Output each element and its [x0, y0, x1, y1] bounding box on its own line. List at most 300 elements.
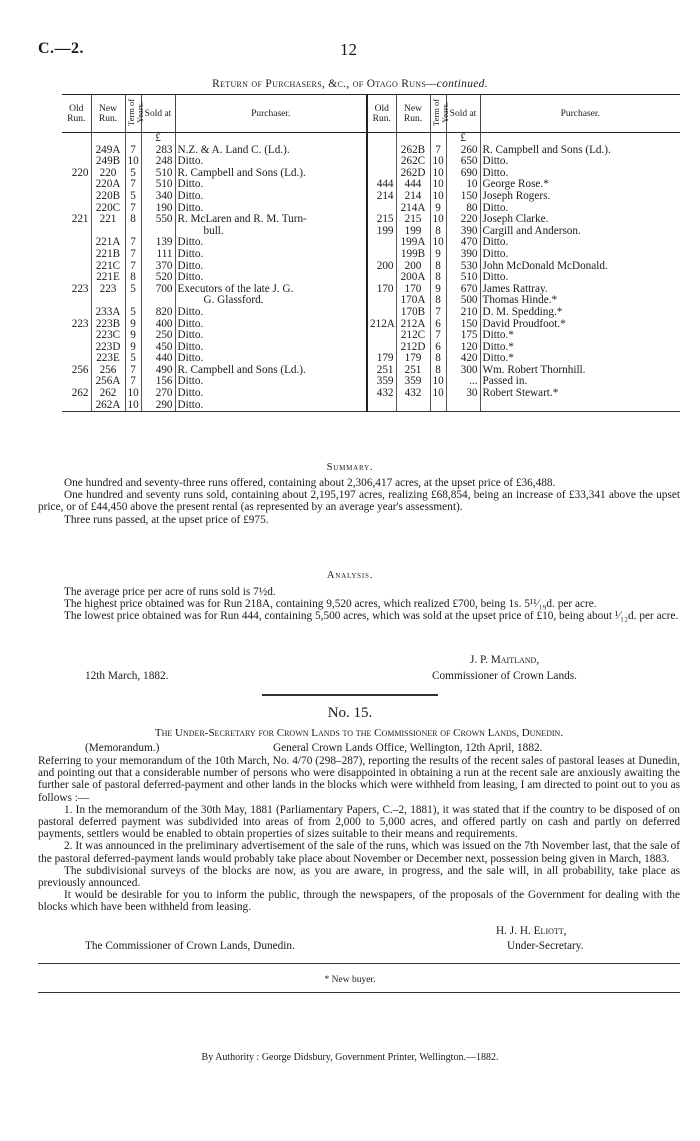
cell-purchaser: Ditto. — [175, 261, 367, 273]
cell-sold-at: 150 — [446, 191, 480, 203]
cell-new-run: 221B — [91, 249, 125, 261]
footnote: * New buyer. — [324, 975, 376, 985]
cell-term: 10 — [125, 400, 141, 412]
cell-new-run: 199A — [396, 237, 430, 249]
cell-sold-at: 390 — [446, 226, 480, 238]
cell-sold-at: 30 — [446, 388, 480, 400]
table-row — [62, 330, 680, 342]
table-row — [62, 203, 680, 215]
cell-old-run: 256 — [62, 365, 91, 377]
cell-purchaser: Ditto. — [175, 376, 367, 388]
summary-paragraph: One hundred and seventy runs sold, containing about 2,195,197 acres, realizing £68,854, being an increase of £33,341 above the upset price, or of £44,450 above the present rental (as represented by an average year's assessment). — [38, 489, 680, 514]
cell-old-run — [62, 272, 91, 284]
cell-old-run — [367, 295, 396, 307]
cell-sold-at: 470 — [446, 237, 480, 249]
cell-sold-at: 490 — [141, 365, 175, 377]
cell-old-run — [62, 203, 91, 215]
cell-old-run: 444 — [367, 179, 396, 191]
cell-old-run: 251 — [367, 365, 396, 377]
table-row — [62, 319, 680, 331]
cell-purchaser: Ditto. — [175, 249, 367, 261]
cell-term: 8 — [430, 365, 446, 377]
cell-old-run — [62, 330, 91, 342]
cell-new-run: 220 — [91, 168, 125, 180]
cell-new-run: 220A — [91, 179, 125, 191]
cell-old-run — [367, 168, 396, 180]
cell-sold-at: 250 — [141, 330, 175, 342]
cell-sold-at: 650 — [446, 156, 480, 168]
cell-purchaser: Ditto. — [482, 167, 509, 179]
cell-old-run — [367, 145, 396, 157]
cell-old-run — [367, 249, 396, 261]
cell-old-run — [367, 156, 396, 168]
cell-new-run — [396, 400, 430, 412]
page-number: 12 — [340, 40, 357, 59]
cell-purchaser: Ditto.* — [482, 341, 514, 353]
cell-old-run: 223 — [62, 319, 91, 331]
cell-sold-at: 300 — [446, 365, 480, 377]
cell-purchaser: R. Campbell and Sons (Ld.). — [175, 365, 367, 377]
cell-purchaser: D. M. Spedding.* — [482, 306, 563, 318]
header-old-run: Old Run. — [367, 95, 396, 133]
summary-heading: Summary. — [326, 462, 374, 473]
cell-sold-at: 190 — [141, 203, 175, 215]
header-new-run: New Run. — [396, 95, 430, 133]
table-row — [62, 168, 680, 180]
cell-term: 7 — [430, 145, 446, 157]
cell-term: 7 — [430, 307, 446, 319]
memo-heading: The Under-Secretary for Crown Lands to the Commissioner of Crown Lands, Dunedin. — [154, 727, 564, 739]
cell-new-run: 262D — [396, 168, 430, 180]
table-row — [62, 284, 680, 296]
cell-purchaser: Joseph Rogers. — [482, 190, 551, 202]
header-term-years — [430, 95, 450, 133]
header-new-run: New Run. — [91, 95, 125, 133]
cell-sold-at — [446, 400, 480, 412]
cell-purchaser: George Rose.* — [482, 179, 549, 191]
cell-term: 7 — [125, 376, 141, 388]
cell-term: 5 — [125, 191, 141, 203]
table-row — [62, 342, 680, 354]
cell-old-run: 215 — [367, 214, 396, 226]
cell-new-run: 220C — [91, 203, 125, 215]
cell-new-run: 221 — [91, 214, 125, 226]
cell-new-run: 221A — [91, 237, 125, 249]
cell-purchaser: Ditto. — [482, 156, 509, 168]
cell-old-run: 199 — [367, 226, 396, 238]
cell-new-run: 262A — [91, 400, 125, 412]
cell-sold-at: 283 — [141, 145, 175, 157]
summary-text — [38, 477, 680, 526]
memo-addressee: The Commissioner of Crown Lands, Dunedin. — [85, 940, 295, 952]
cell-new-run: 170 — [396, 284, 430, 296]
cell-term: 7 — [430, 330, 446, 342]
cell-term: 10 — [125, 388, 141, 400]
cell-old-run — [62, 342, 91, 354]
table-header-row — [62, 95, 680, 133]
return-title-main: Return of Purchasers, &c., of Otago Runs — [212, 78, 427, 90]
header-term-years — [125, 95, 145, 133]
cell-term: 6 — [430, 319, 446, 331]
cell-purchaser: Ditto. — [175, 319, 367, 331]
cell-sold-at: 260 — [446, 145, 480, 157]
cell-term: 7 — [125, 179, 141, 191]
cell-new-run: 220B — [91, 191, 125, 203]
cell-term: 9 — [125, 342, 141, 354]
table-row — [62, 156, 680, 168]
analysis-text — [38, 586, 680, 623]
cell-new-run: 179 — [396, 353, 430, 365]
cell-new-run: 200A — [396, 272, 430, 284]
cell-new-run: 212A — [396, 319, 430, 331]
table-row — [62, 249, 680, 261]
summary-paragraph: Three runs passed, at the upset price of £975. — [64, 513, 269, 526]
cell-new-run: 223D — [91, 342, 125, 354]
cell-term — [125, 295, 141, 307]
cell-term: 10 — [430, 376, 446, 388]
analysis-paragraph: The average price per acre of runs sold is 7½d. — [64, 586, 276, 598]
cell-old-run — [62, 156, 91, 168]
table-row — [62, 226, 680, 238]
memo-label: (Memorandum.) — [85, 742, 160, 754]
document-number: No. 15. — [327, 705, 373, 721]
cell-new-run: 251 — [396, 365, 430, 377]
cell-term: 7 — [125, 237, 141, 249]
cell-sold-at — [141, 295, 175, 307]
cell-new-run: 223B — [91, 319, 125, 331]
cell-purchaser: Ditto. — [175, 237, 367, 249]
cell-purchaser: Passed in. — [482, 376, 528, 388]
return-title — [0, 78, 700, 90]
table-row — [62, 295, 680, 307]
cell-term: 10 — [430, 179, 446, 191]
cell-purchaser: G. Glassford. — [175, 295, 367, 307]
header-old-run: Old Run. — [62, 95, 91, 133]
analysis-paragraph: The lowest price obtained was for Run 444, containing 5,500 acres, which was sold at the upset price of £10, being about ¹⁄₁₂d. per acre. — [64, 610, 679, 623]
cell-purchaser — [480, 400, 680, 412]
cell-new-run: 212D — [396, 342, 430, 354]
cell-term: 9 — [430, 203, 446, 215]
cell-sold-at: ... — [446, 376, 480, 388]
footnote-rule — [38, 963, 680, 964]
cell-term: 9 — [125, 330, 141, 342]
cell-sold-at: 270 — [141, 388, 175, 400]
cell-old-run — [367, 237, 396, 249]
table-row — [62, 214, 680, 226]
cell-sold-at: 510 — [141, 168, 175, 180]
cell-new-run: 233A — [91, 307, 125, 319]
cell-new-run: 249B — [91, 156, 125, 168]
cell-old-run: 223 — [62, 284, 91, 296]
memo-paragraph: 2. It was announced in the preliminary advertisement of the sale of the runs, which was issued on the 7th November last, that the sale of the pastoral deferred-payment lands would probably take place about November or December next, possession being given in March, 1883. — [38, 840, 680, 865]
cell-purchaser: Ditto. — [482, 248, 509, 260]
cell-old-run: 170 — [367, 284, 396, 296]
cell-sold-at: 156 — [141, 376, 175, 388]
cell-old-run — [62, 261, 91, 273]
cell-term: 10 — [430, 388, 446, 400]
cell-term: 7 — [125, 249, 141, 261]
cell-new-run: 221E — [91, 272, 125, 284]
cell-purchaser: R. Campbell and Sons (Ld.). — [482, 144, 611, 156]
cell-sold-at: 670 — [446, 284, 480, 296]
cell-sold-at: 139 — [141, 237, 175, 249]
cell-new-run: 223C — [91, 330, 125, 342]
signature-name: J. P. Maitland, — [470, 654, 540, 666]
cell-new-run: 262C — [396, 156, 430, 168]
cell-term: 10 — [430, 214, 446, 226]
cell-new-run: 249A — [91, 145, 125, 157]
cell-sold-at: 10 — [446, 179, 480, 191]
cell-new-run: 214 — [396, 191, 430, 203]
cell-new-run: 199 — [396, 226, 430, 238]
cell-sold-at: 450 — [141, 342, 175, 354]
table-row — [62, 376, 680, 388]
table-row — [62, 400, 680, 412]
cell-term: 7 — [125, 203, 141, 215]
cell-purchaser: Ditto. — [175, 156, 367, 168]
table-row — [62, 145, 680, 157]
cell-new-run: 170B — [396, 307, 430, 319]
cell-old-run — [62, 179, 91, 191]
cell-purchaser: Joseph Clarke. — [482, 214, 549, 226]
cell-term: 7 — [125, 261, 141, 273]
cell-term: 10 — [430, 168, 446, 180]
memo-body — [38, 755, 680, 914]
table-row — [62, 237, 680, 249]
cell-old-run: 359 — [367, 376, 396, 388]
cell-purchaser: R. McLaren and R. M. Turn- — [175, 214, 367, 226]
memo-office: General Crown Lands Office, Wellington, 12th April, 1882. — [273, 742, 543, 754]
cell-old-run — [367, 272, 396, 284]
cell-sold-at: 520 — [141, 272, 175, 284]
cell-old-run — [62, 249, 91, 261]
cell-term: 10 — [430, 156, 446, 168]
cell-term: 8 — [430, 261, 446, 273]
table-row — [62, 179, 680, 191]
cell-purchaser: David Proudfoot.* — [482, 318, 566, 330]
analysis-paragraph: The highest price obtained was for Run 218A, containing 9,520 acres, which realized £700, being 1s. 5¹¹⁄₁₉d. per acre. — [64, 598, 597, 611]
cell-sold-at: 500 — [446, 295, 480, 307]
cell-purchaser: Ditto. — [482, 202, 509, 214]
cell-purchaser: Thomas Hinde.* — [482, 295, 558, 307]
cell-term: 5 — [125, 353, 141, 365]
table-row — [62, 388, 680, 400]
header-sold-at: Sold at — [446, 95, 480, 133]
cell-sold-at: 420 — [446, 353, 480, 365]
cell-old-run: 262 — [62, 388, 91, 400]
printer-authority: By Authority : George Didsbury, Government Printer, Wellington.—1882. — [201, 1052, 499, 1063]
memo-signature-title: Under-Secretary. — [507, 940, 584, 952]
cell-new-run: 444 — [396, 179, 430, 191]
cell-sold-at: 175 — [446, 330, 480, 342]
cell-purchaser: Ditto. — [175, 330, 367, 342]
cell-sold-at: 80 — [446, 203, 480, 215]
cell-term: 8 — [125, 272, 141, 284]
cell-sold-at: 390 — [446, 249, 480, 261]
cell-term — [430, 400, 446, 412]
cell-old-run — [62, 353, 91, 365]
cell-purchaser: Ditto. — [175, 388, 367, 400]
cell-purchaser: Ditto. — [175, 272, 367, 284]
cell-sold-at: 370 — [141, 261, 175, 273]
cell-old-run: 200 — [367, 261, 396, 273]
cell-old-run: 179 — [367, 353, 396, 365]
cell-sold-at: 120 — [446, 342, 480, 354]
signature-date: 12th March, 1882. — [85, 670, 169, 682]
cell-term: 5 — [125, 307, 141, 319]
header-purchaser: Purchaser. — [480, 95, 680, 133]
cell-sold-at — [141, 226, 175, 238]
cell-old-run — [62, 307, 91, 319]
cell-purchaser: Ditto. — [175, 353, 367, 365]
cell-purchaser: Ditto. — [175, 179, 367, 191]
cell-old-run — [62, 400, 91, 412]
cell-old-run — [367, 307, 396, 319]
memo-paragraph: 1. In the memorandum of the 30th May, 1881 (Parliamentary Papers, C.–2, 1881), it was stated that if the country to be disposed of on pastoral deferred payment was subdivided into areas of from 2,000 to 5,000 acres, and offered partly on cash and partly on deferred payments, settlers would be enabled to obtain properties of sizes suitable to their means and requirements. — [38, 803, 680, 841]
signature-title: Commissioner of Crown Lands. — [432, 670, 577, 682]
cell-purchaser: R. Campbell and Sons (Ld.). — [175, 168, 367, 180]
cell-term: 7 — [125, 365, 141, 377]
cell-purchaser: Ditto.* — [482, 353, 514, 365]
cell-term: 5 — [125, 168, 141, 180]
cell-term: 9 — [430, 249, 446, 261]
currency-row — [62, 133, 680, 145]
cell-old-run — [62, 145, 91, 157]
cell-sold-at: 550 — [141, 214, 175, 226]
cell-new-run — [91, 226, 125, 238]
cell-purchaser: Ditto.* — [482, 330, 514, 342]
memo-paragraph: Referring to your memorandum of the 10th March, No. 4/70 (298–287), reporting the results of the recent sales of pastoral leases at Dunedin, and pointing out that a considerable number of persons who were disappointed in obtaining a run at the recent sale are anxiously awaiting the further sale of pastoral deferred-payment and other lands in the blocks which were withheld from leasing, I am directed to point out to you as follows :— — [38, 755, 680, 804]
cell-old-run — [367, 330, 396, 342]
cell-old-run — [367, 400, 396, 412]
cell-old-run: 221 — [62, 214, 91, 226]
cell-purchaser: Robert Stewart.* — [482, 388, 559, 400]
cell-old-run: 212A — [367, 319, 396, 331]
section-divider — [262, 694, 438, 696]
table-row — [62, 307, 680, 319]
cell-term: 10 — [125, 156, 141, 168]
cell-term: 10 — [430, 237, 446, 249]
cell-term: 8 — [430, 272, 446, 284]
cell-term — [125, 226, 141, 238]
cell-purchaser: Ditto. — [482, 272, 509, 284]
cell-old-run — [62, 237, 91, 249]
cell-purchaser: Ditto. — [175, 203, 367, 215]
cell-sold-at: 820 — [141, 307, 175, 319]
cell-new-run: 212C — [396, 330, 430, 342]
document-code: C.—2. — [38, 40, 85, 57]
table-row — [62, 272, 680, 284]
cell-old-run: 214 — [367, 191, 396, 203]
cell-term: 8 — [430, 353, 446, 365]
cell-new-run: 256A — [91, 376, 125, 388]
cell-purchaser: Ditto. — [175, 191, 367, 203]
cell-purchaser: Wm. Robert Thornhill. — [482, 364, 586, 376]
cell-sold-at: 400 — [141, 319, 175, 331]
cell-old-run — [367, 342, 396, 354]
cell-purchaser: Cargill and Anderson. — [482, 225, 581, 237]
cell-sold-at: 248 — [141, 156, 175, 168]
cell-old-run — [62, 376, 91, 388]
memo-paragraph: It would be desirable for you to inform the public, through the newspapers, of the proposals of the Government for dealing with the blocks which have been withheld from leasing. — [38, 889, 680, 914]
cell-new-run: 200 — [396, 261, 430, 273]
cell-purchaser: Ditto. — [482, 237, 509, 249]
table-row — [62, 365, 680, 377]
cell-term: 7 — [125, 145, 141, 157]
cell-purchaser: Ditto. — [175, 400, 367, 412]
cell-new-run: 223 — [91, 284, 125, 296]
cell-term: 5 — [125, 284, 141, 296]
cell-sold-at: 290 — [141, 400, 175, 412]
cell-new-run: 170A — [396, 295, 430, 307]
cell-purchaser: Ditto. — [175, 307, 367, 319]
cell-term: 10 — [430, 191, 446, 203]
analysis-heading: Analysis. — [326, 570, 374, 581]
cell-term: 9 — [125, 319, 141, 331]
cell-term: 8 — [125, 214, 141, 226]
cell-sold-at: 530 — [446, 261, 480, 273]
header-sold-at: Sold at — [141, 95, 175, 133]
table-row — [62, 261, 680, 273]
cell-term: 8 — [430, 226, 446, 238]
cell-sold-at: 111 — [141, 249, 175, 261]
cell-sold-at: 440 — [141, 353, 175, 365]
return-title-suffix: —continued. — [426, 78, 488, 90]
cell-sold-at: 210 — [446, 307, 480, 319]
cell-term: 9 — [430, 284, 446, 296]
cell-sold-at: 220 — [446, 214, 480, 226]
purchasers-table — [62, 94, 680, 412]
cell-purchaser: bull. — [175, 226, 367, 238]
cell-new-run: 221C — [91, 261, 125, 273]
cell-new-run: 199B — [396, 249, 430, 261]
cell-purchaser: Ditto. — [175, 342, 367, 354]
cell-old-run — [62, 191, 91, 203]
memo-signature-name: H. J. H. Eliott, — [496, 925, 567, 937]
cell-new-run: 432 — [396, 388, 430, 400]
cell-sold-at: 150 — [446, 319, 480, 331]
cell-old-run — [62, 295, 91, 307]
cell-new-run: 256 — [91, 365, 125, 377]
cell-old-run: 432 — [367, 388, 396, 400]
cell-old-run — [62, 226, 91, 238]
cell-old-run: 220 — [62, 168, 91, 180]
memo-paragraph: The subdivisional surveys of the blocks are now, as you are aware, in progress, and the sale will, in all probability, take place as previously announced. — [38, 864, 680, 890]
cell-sold-at: 340 — [141, 191, 175, 203]
table-row — [62, 353, 680, 365]
header-term-years-label: Term of Years. — [430, 98, 450, 126]
footnote-rule — [38, 992, 680, 993]
cell-term: 6 — [430, 342, 446, 354]
header-purchaser: Purchaser. — [175, 95, 367, 133]
cell-purchaser: Executors of the late J. G. — [175, 284, 367, 296]
cell-old-run — [367, 203, 396, 215]
cell-sold-at: 510 — [141, 179, 175, 191]
cell-sold-at: 510 — [446, 272, 480, 284]
cell-purchaser: N.Z. & A. Land C. (Ld.). — [175, 145, 367, 157]
table-row — [62, 191, 680, 203]
cell-purchaser: James Rattray. — [482, 283, 548, 295]
header-term-years-label: Term of Years. — [125, 98, 145, 126]
cell-new-run: 262 — [91, 388, 125, 400]
cell-new-run: 223E — [91, 353, 125, 365]
cell-purchaser: John McDonald McDonald. — [482, 260, 608, 272]
currency-symbol: £ — [446, 133, 480, 145]
cell-new-run: 215 — [396, 214, 430, 226]
cell-sold-at: 690 — [446, 168, 480, 180]
currency-symbol: £ — [141, 133, 175, 145]
cell-new-run — [91, 295, 125, 307]
